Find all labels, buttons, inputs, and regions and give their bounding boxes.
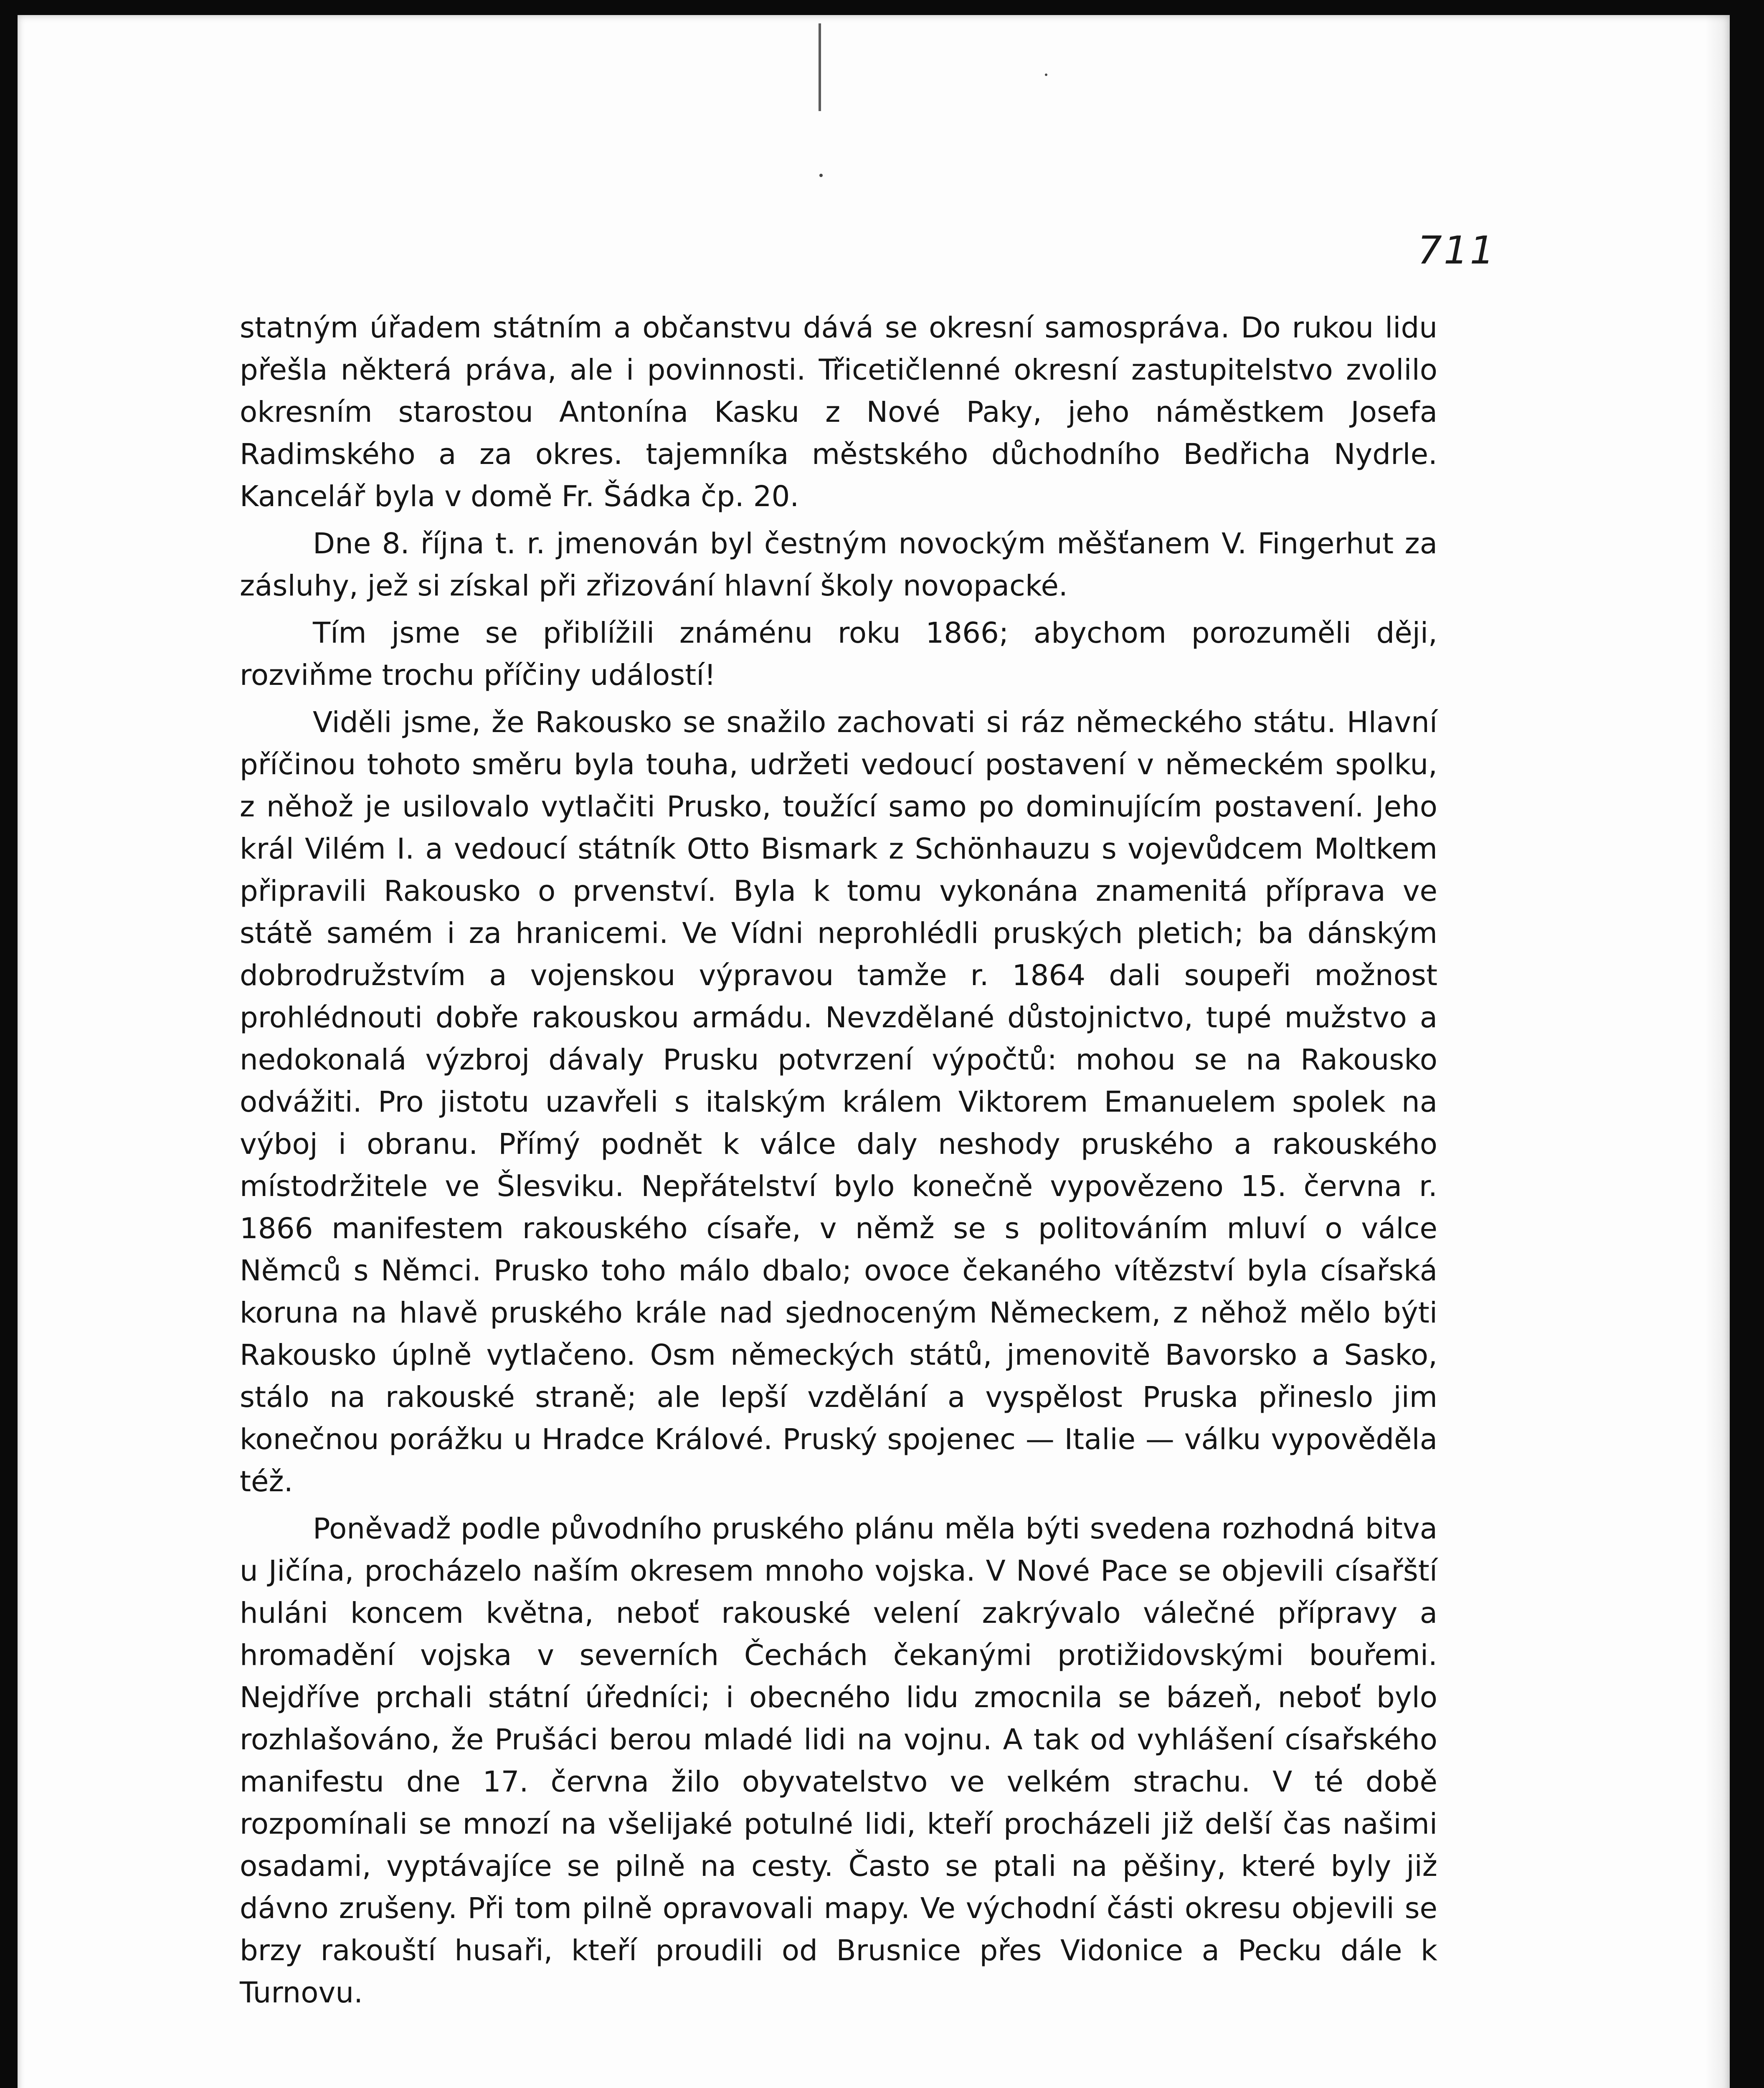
- scan-fold-mark: [819, 23, 821, 111]
- paragraph: Viděli jsme, že Rakousko se snažilo zachovati si ráz německého státu. Hlavní příčinou tohoto směru byla touha, udržeti vedoucí postavení v německém spolku, z něhož je usilovalo vytlačiti Prusko, toužící samo po dominujícím postavení. Jeho král Vilém I. a vedoucí státník Otto Bismark z Schönhauzu s vojevůdcem Moltkem připravili Rakousko o prvenství. Byla k tomu vykonána znamenitá příprava ve státě samém i za hranicemi. Ve Vídni neprohlédli pruských pletich; ba dánským dobrodružstvím a vojenskou výpravou tamže r. 1864 dali soupeři možnost prohlédnouti dobře rakouskou armádu. Nevzdělané důstojnictvo, tupé mužstvo a nedokonalá výzbroj dávaly Prusku potvrzení výpočtů: mohou se na Rakousko odvážiti. Pro jistotu uzavřeli s italským králem Viktorem Emanuelem spolek na výboj i obranu. Přímý podnět k válce daly neshody pruského a rakouského místodržitele ve Šlesviku. Nepřátelství bylo konečně vypovězeno 15. června r. 1866 manifestem rakouského císaře, v němž se s politováním mluví o válce Němců s Němci. Prusko toho málo dbalo; ovoce čekaného vítězství byla císařská koruna na hlavě pruského krále nad sjednoceným Německem, z něhož mělo býti Rakousko úplně vytlačeno. Osm německých států, jmenovitě Bavorsko a Sasko, stálo na rakouské straně; ale lepší vzdělání a vyspělost Pruska přineslo jim konečnou porážku u Hradce Králové. Pruský spojenec — Italie — válku vypověděla též.: [240, 706, 1437, 1498]
- dust-speck: [819, 174, 823, 177]
- page-number: 711: [1417, 228, 1496, 273]
- body-text: [240, 307, 1437, 2014]
- page-edge-shadow: [1705, 15, 1730, 2088]
- paragraph: Dne 8. října t. r. jmenován byl čestným novockým měšťanem V. Fingerhut za zásluhy, jež si získal při zřizování hlavní školy novopacké.: [240, 527, 1437, 603]
- dust-speck: [1045, 73, 1047, 76]
- paragraph: Tím jsme se přiblížili známénu roku 1866; abychom porozuměli ději, rozviňme trochu příčiny událostí!: [240, 616, 1437, 692]
- paragraph: statným úřadem státním a občanstvu dává se okresní samospráva. Do rukou lidu přešla některá práva, ale i povinnosti. Třicetičlenné okresní zastupitelstvo zvolilo okresním starostou Antonína Kasku z Nové Paky, jeho náměstkem Josefa Radimského a za okres. tajemníka městského důchodního Bedřicha Nydrle. Kancelář byla v domě Fr. Šádka čp. 20.: [240, 311, 1437, 513]
- paragraph: Poněvadž podle původního pruského plánu měla býti svedena rozhodná bitva u Jičína, procházelo naším okresem mnoho vojska. V Nové Pace se objevili císařští huláni koncem května, neboť rakouské velení zakrývalo válečné přípravy a hromadění vojska v severních Čechách čekanými protižidovskými bouřemi. Nejdříve prchali státní úředníci; i obecného lidu zmocnila se bázeň, neboť bylo rozhlašováno, že Prušáci berou mladé lidi na vojnu. A tak od vyhlášení císařského manifestu dne 17. června žilo obyvatelstvo ve velkém strachu. V té době rozpomínali se mnozí na všelijaké potulné lidi, kteří procházeli již delší čas našimi osadami, vyptávajíce se pilně na cesty. Často se ptali na pěšiny, které byly již dávno zrušeny. Při tom pilně opravovali mapy. Ve východní části okresu objevili se brzy rakouští husaři, kteří proudili od Brusnice přes Vidonice a Pecku dále k Turnovu.: [240, 1512, 1437, 2009]
